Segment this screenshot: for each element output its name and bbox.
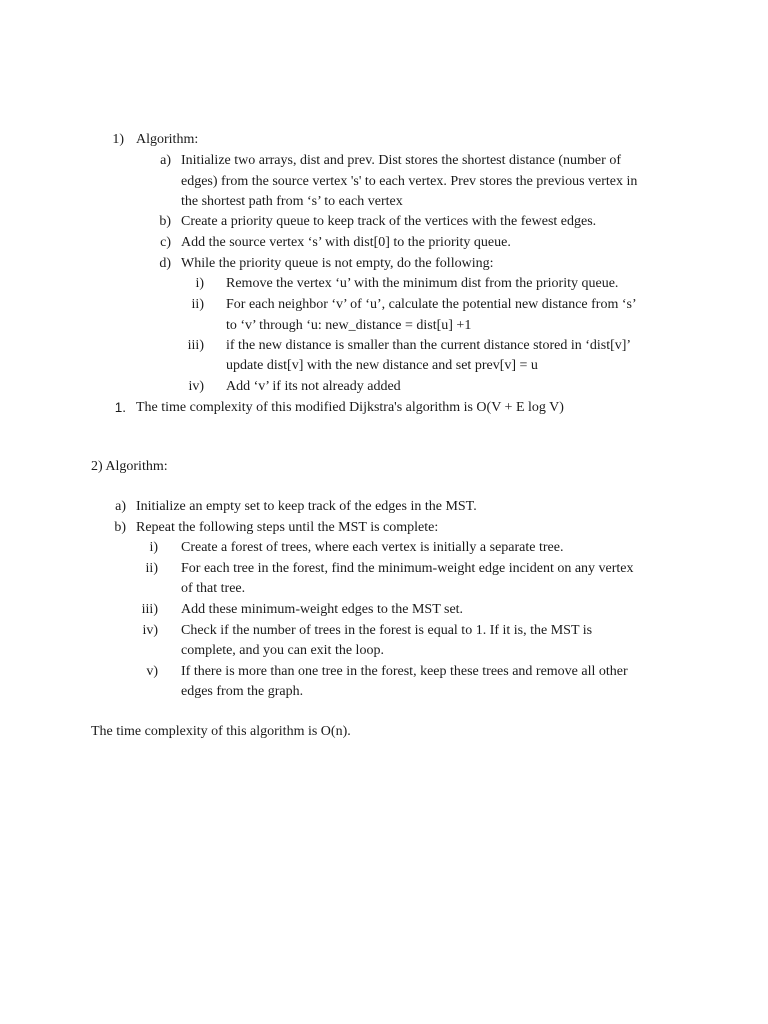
s1-substep-ii-line2: to ‘v’ through ‘u: new_distance = dist[u] +1 <box>226 318 472 333</box>
s2-step-a-marker: a) <box>115 499 126 514</box>
section2-heading: 2) Algorithm: <box>91 459 168 474</box>
s1-substep-iii-line2: update dist[v] with the new distance and set prev[v] = u <box>226 358 538 373</box>
s2-substep-iii-marker: iii) <box>141 602 158 617</box>
s1-substep-i-line1: Remove the vertex ‘u’ with the minimum dist from the priority queue. <box>226 276 619 291</box>
s1-substep-iii-marker: iii) <box>187 338 204 353</box>
s1-step-c-marker: c) <box>160 235 171 250</box>
s2-substep-ii-line2: of that tree. <box>181 581 246 596</box>
s2-step-a-line1: Initialize an empty set to keep track of the edges in the MST. <box>136 499 477 514</box>
s1-substep-ii-line1: For each neighbor ‘v’ of ‘u’, calculate the potential new distance from ‘s’ <box>226 297 637 312</box>
s1-step-a-line2: edges) from the source vertex 's' to each vertex. Prev stores the previous vertex in <box>181 174 638 189</box>
s2-step-b-marker: b) <box>114 520 126 535</box>
s1-step-c-line1: Add the source vertex ‘s’ with dist[0] to the priority queue. <box>181 235 511 250</box>
s1-step-a-marker: a) <box>160 153 171 168</box>
s2-complexity-text: The time complexity of this algorithm is O(n). <box>91 724 351 739</box>
s2-substep-ii-marker: ii) <box>145 561 158 576</box>
s1-substep-i-marker: i) <box>195 276 204 291</box>
s1-complexity-marker: 1. <box>114 400 126 415</box>
s1-substep-iii-line1: if the new distance is smaller than the current distance stored in ‘dist[v]’ <box>226 338 632 353</box>
s1-substep-iv-marker: iv) <box>188 379 204 394</box>
s1-substep-iv-line1: Add ‘v’ if its not already added <box>226 379 401 394</box>
s2-step-b-line1: Repeat the following steps until the MST is complete: <box>136 520 439 535</box>
section1-heading: Algorithm: <box>136 132 199 147</box>
s2-substep-i-line1: Create a forest of trees, where each vertex is initially a separate tree. <box>181 540 564 555</box>
s2-substep-v-marker: v) <box>146 664 158 679</box>
s2-substep-v-line2: edges from the graph. <box>181 684 304 699</box>
s1-step-d-marker: d) <box>159 256 171 271</box>
s1-step-b-marker: b) <box>159 214 171 229</box>
s1-step-a-line3: the shortest path from ‘s’ to each vertex <box>181 194 403 209</box>
s1-step-a-line1: Initialize two arrays, dist and prev. Dist stores the shortest distance (number of <box>181 153 621 168</box>
s2-substep-iv-marker: iv) <box>142 623 158 638</box>
s2-substep-iv-line1: Check if the number of trees in the forest is equal to 1. If it is, the MST is <box>181 623 593 638</box>
section1-number: 1) <box>112 132 124 147</box>
s2-substep-i-marker: i) <box>149 540 158 555</box>
s1-complexity-text: The time complexity of this modified Dijkstra's algorithm is O(V + E log V) <box>136 400 564 415</box>
s2-substep-ii-line1: For each tree in the forest, find the minimum-weight edge incident on any vertex <box>181 561 634 576</box>
s1-substep-ii-marker: ii) <box>191 297 204 312</box>
s1-step-b-line1: Create a priority queue to keep track of the vertices with the fewest edges. <box>181 214 597 229</box>
s1-step-d-line1: While the priority queue is not empty, do the following: <box>181 256 494 271</box>
s2-substep-iii-line1: Add these minimum-weight edges to the MST set. <box>181 602 464 617</box>
s2-substep-v-line1: If there is more than one tree in the forest, keep these trees and remove all other <box>181 664 628 679</box>
s2-substep-iv-line2: complete, and you can exit the loop. <box>181 643 384 658</box>
